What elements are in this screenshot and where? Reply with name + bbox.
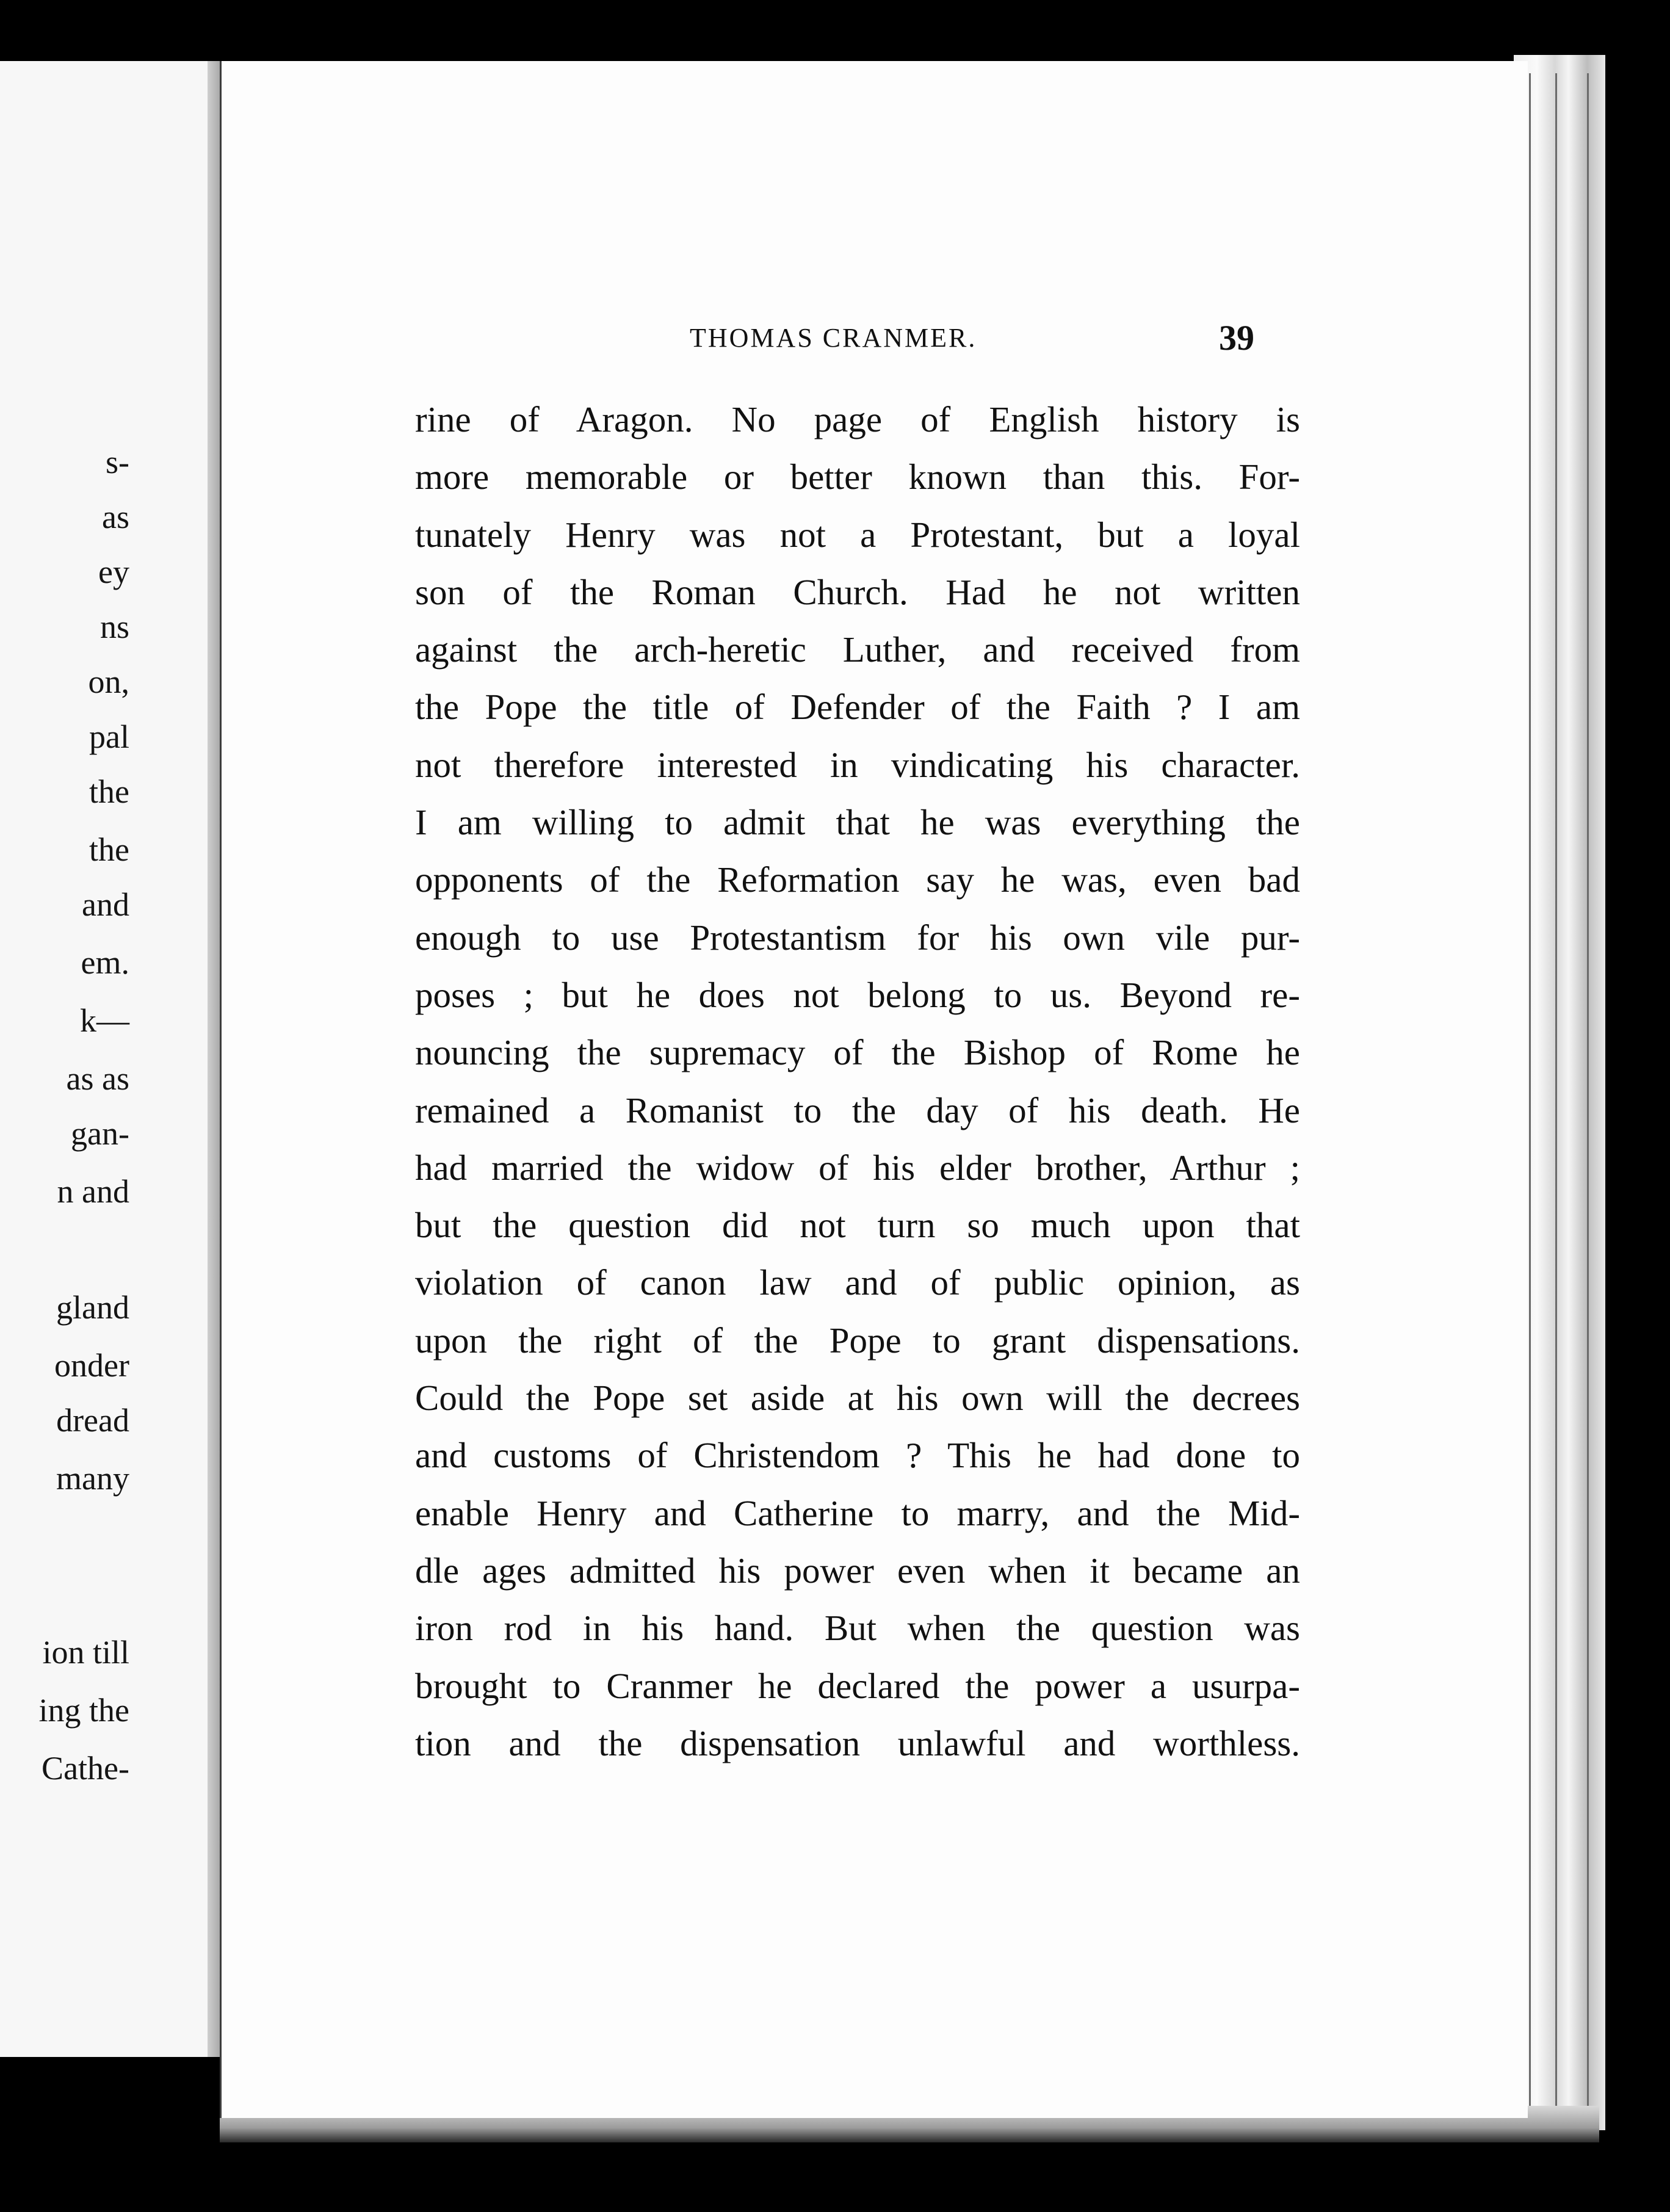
text-line: had married the widow of his elder brother, Arthur ; (415, 1147, 1300, 1188)
text-line: remained a Romanist to the day of his death. He (415, 1090, 1300, 1130)
text-line: upon the right of the Pope to grant dispensations. (415, 1320, 1300, 1361)
text-line: I am willing to admit that he was everything the (415, 802, 1300, 843)
facing-line: s- (106, 444, 129, 480)
text-line: son of the Roman Church. Had he not written (415, 571, 1300, 612)
facing-line: dread (56, 1402, 129, 1439)
text-line: enable Henry and Catherine to marry, and the Mid- (415, 1492, 1300, 1533)
facing-line: as as (66, 1060, 129, 1097)
facing-line: the (89, 773, 129, 810)
facing-line: and (82, 886, 129, 923)
facing-line: gan- (71, 1115, 129, 1152)
running-title: THOMAS CRANMER. (690, 323, 977, 353)
facing-line: ing the (38, 1692, 129, 1729)
facing-line: on, (88, 663, 129, 700)
text-line: violation of canon law and of public opinion, as (415, 1262, 1300, 1303)
facing-line: onder (54, 1347, 129, 1384)
text-line: enough to use Protestantism for his own vile pur- (415, 917, 1300, 958)
facing-line: as (102, 499, 129, 535)
text-line: tion and the dispensation unlawful and worthless. (415, 1722, 1300, 1763)
facing-line: n and (57, 1173, 129, 1210)
text-line: and customs of Christendom ? This he had done to (415, 1435, 1300, 1476)
text-line: not therefore interested in vindicating his character. (415, 744, 1300, 785)
facing-line: the (89, 831, 129, 868)
text-line: more memorable or better known than this. For- (415, 457, 1300, 497)
text-line: but the question did not turn so much upon that (415, 1205, 1300, 1246)
page-number: 39 (1219, 318, 1254, 358)
body-text (415, 391, 1300, 1772)
facing-line: ey (98, 554, 129, 590)
text-line: against the arch-heretic Luther, and received from (415, 629, 1300, 670)
page-edge-line (1529, 73, 1531, 2112)
facing-line: ns (99, 609, 129, 645)
page-edge-line (1587, 73, 1589, 2112)
text-line: dle ages admitted his power even when it became an (415, 1550, 1300, 1591)
text-line: Could the Pope set aside at his own will the decrees (415, 1378, 1300, 1419)
page-edge-line (1555, 73, 1557, 2112)
facing-line: gland (56, 1289, 129, 1326)
text-line: tunately Henry was not a Protestant, but a loyal (415, 514, 1300, 555)
facing-line: k— (80, 1002, 129, 1039)
text-line: iron rod in his hand. But when the question was (415, 1608, 1300, 1649)
facing-line: Cathe- (42, 1750, 129, 1787)
facing-line: ion till (42, 1634, 129, 1671)
text-line: poses ; but he does not belong to us. Beyond re- (415, 974, 1300, 1015)
text-line: brought to Cranmer he declared the power a usurpa- (415, 1665, 1300, 1706)
text-line: nouncing the supremacy of the Bishop of Rome he (415, 1032, 1300, 1073)
facing-page-text (0, 61, 146, 2057)
text-line: the Pope the title of Defender of the Faith ? I am (415, 687, 1300, 728)
facing-line: em. (81, 944, 129, 981)
text-line: rine of Aragon. No page of English history is (415, 399, 1300, 439)
facing-line: many (56, 1460, 129, 1497)
running-head (421, 317, 1263, 360)
facing-line: pal (89, 718, 129, 755)
text-line: opponents of the Reformation say he was, even bad (415, 859, 1300, 900)
